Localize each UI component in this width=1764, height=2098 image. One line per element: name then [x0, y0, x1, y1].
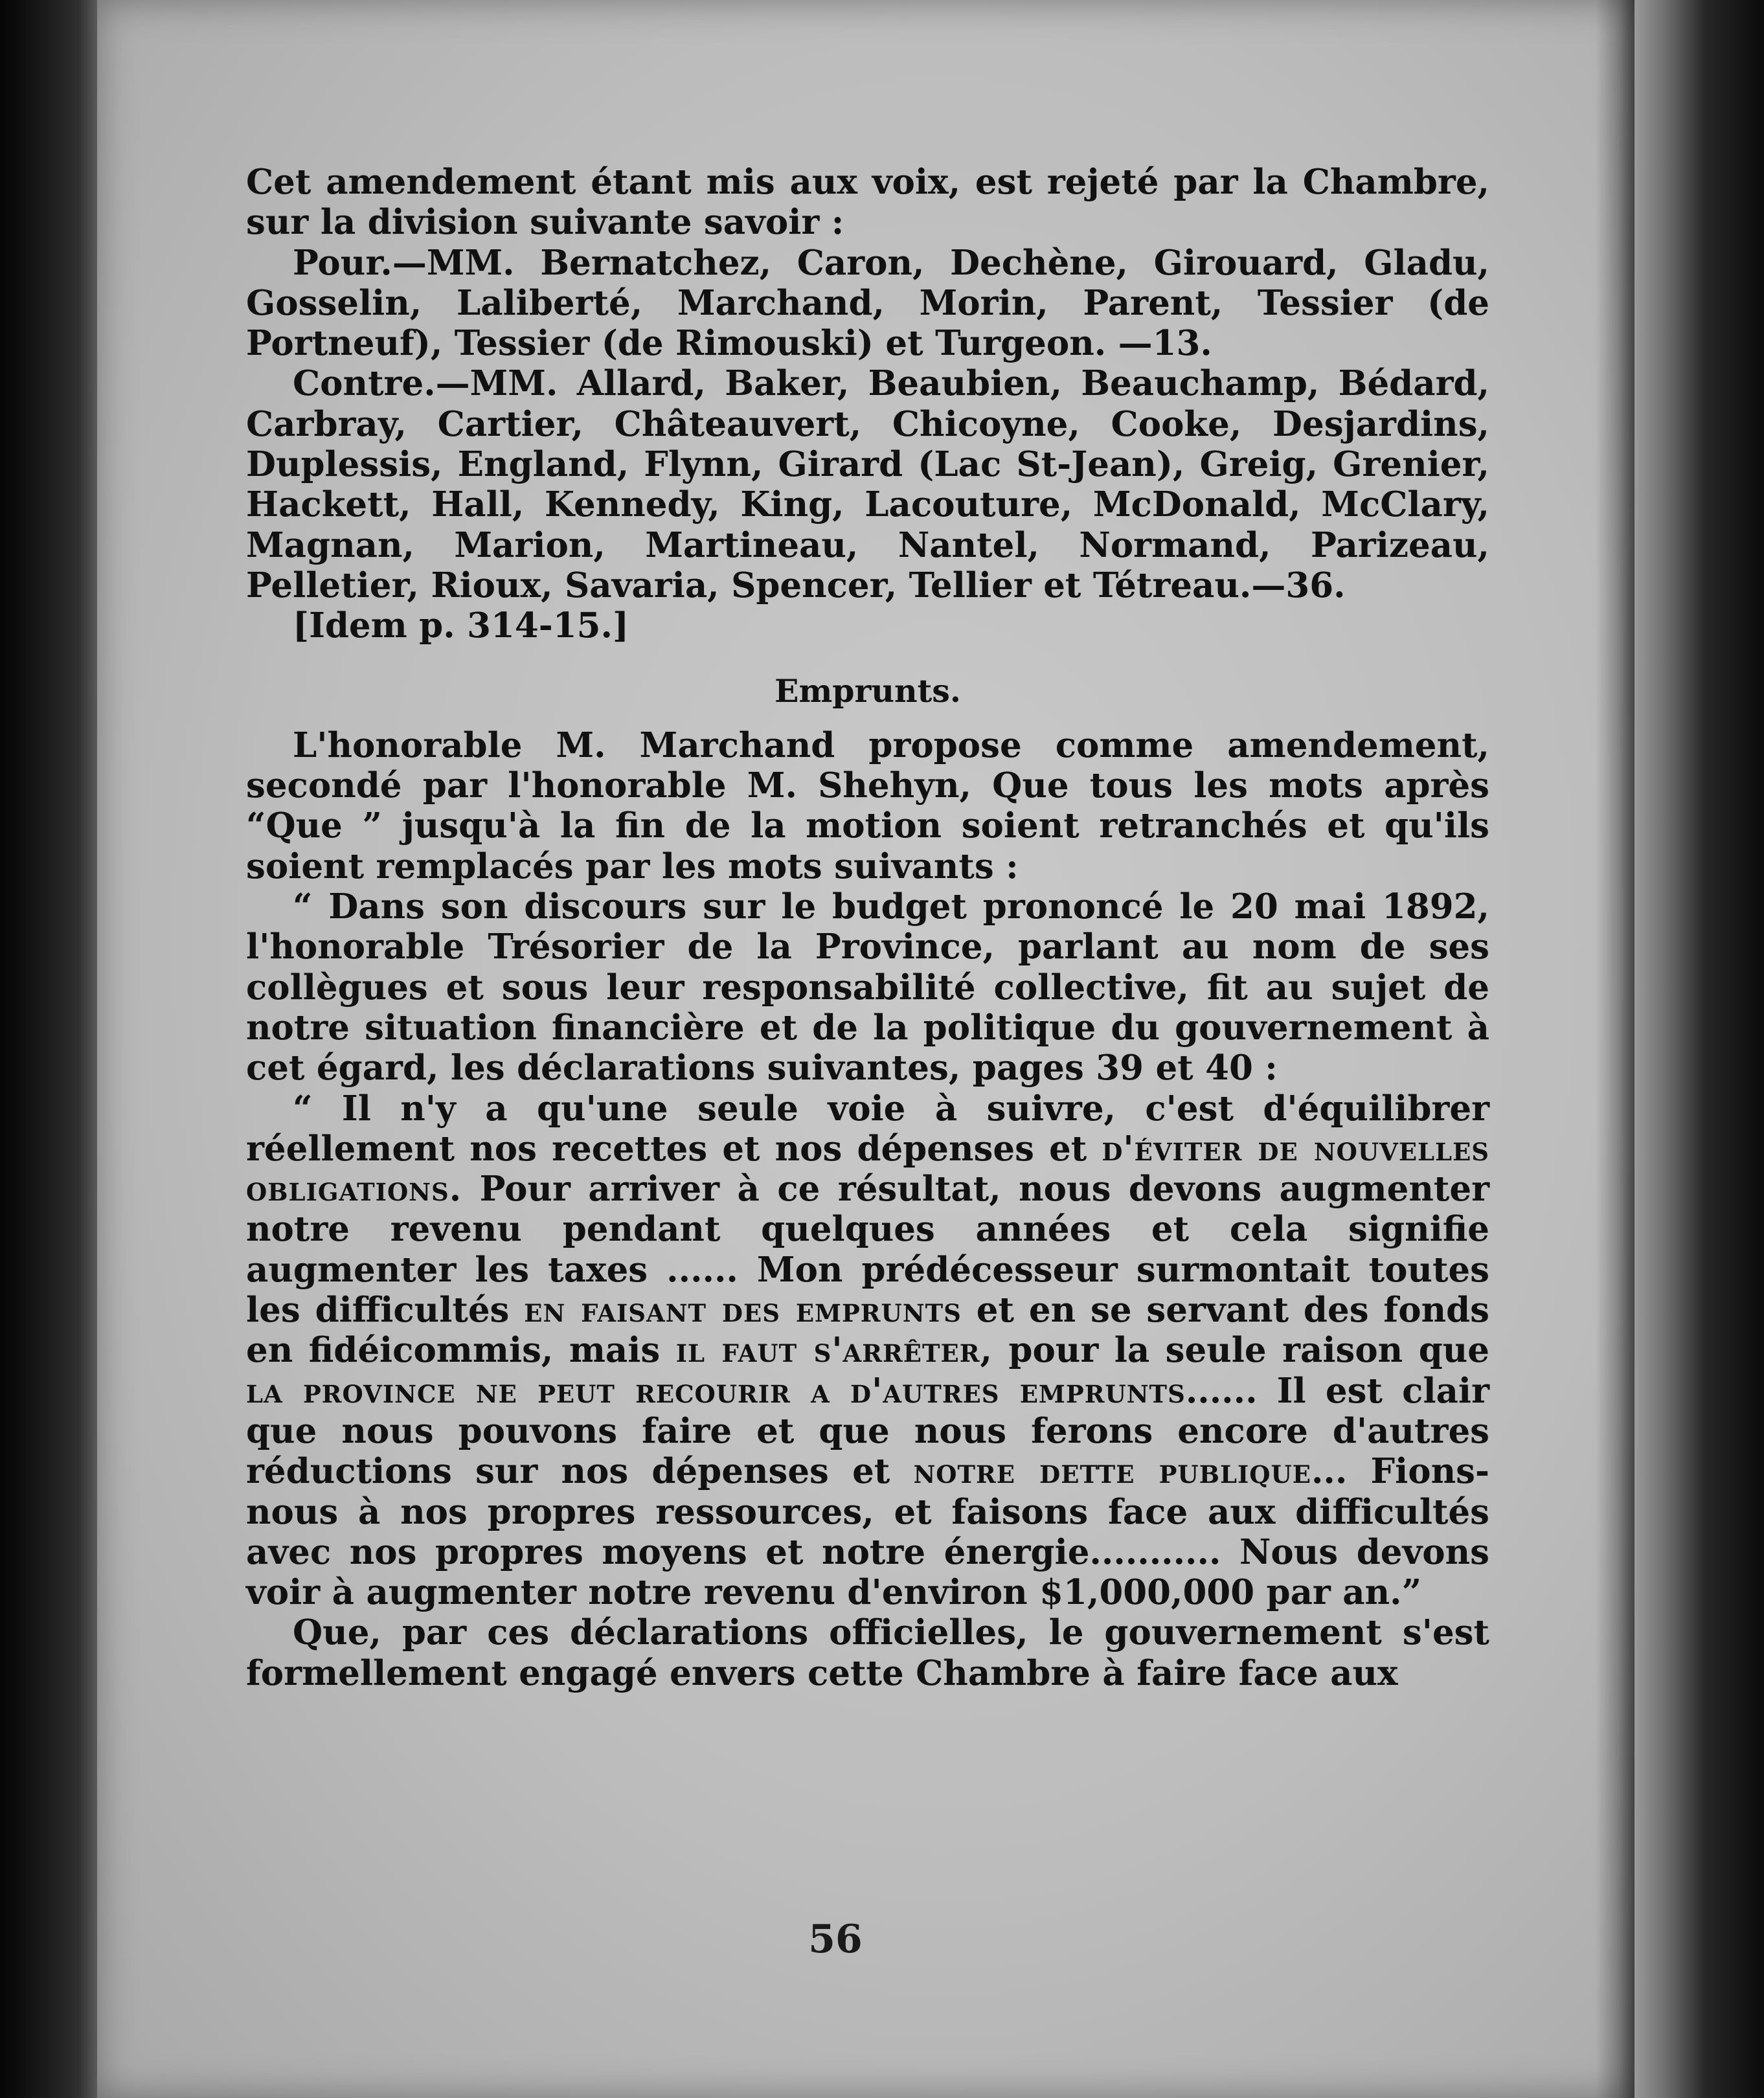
- quote-emphasis-5: notre dette publique: [913, 1451, 1311, 1492]
- quote-text-2: Pour arriver à ce résultat, nous devons augmenter notre revenu pendant quelques années et cela signifie augmenter les taxes ...... Mon prédécesseur surmontait toutes les difficultés: [246, 1169, 1489, 1331]
- scan-border-right: [1634, 0, 1764, 2098]
- treasurer-quote: [246, 1088, 1489, 1613]
- page-number: 56: [808, 1917, 863, 1962]
- vote-pour: Pour.—MM. Bernatchez, Caron, Dechène, Girouard, Gladu, Gosselin, Laliberté, Marchand, Morin, Parent, Tessier (de Portneuf), Tessier (de Rimouski) et Turgeon. —13.: [246, 242, 1489, 364]
- quote-text-3: et en se servant des fonds en fidéicommis, mais: [246, 1290, 1490, 1371]
- amendment-motion: L'honorable M. Marchand propose comme amendement, secondé par l'honorable M. Shehyn, Que tous les mots après “Que ” jusqu'à la fin de la motion soient retranchés et qu'ils soient remplacés par les mots suivants :: [246, 725, 1489, 886]
- quote-text-4: pour la seule raison que: [992, 1330, 1490, 1371]
- quote-emphasis-3: il faut s'arrêter,: [675, 1330, 993, 1371]
- quote-text-6: ... Fions-nous à nos propres ressources, et faisons face aux difficultés avec nos propres moyens et notre énergie........... Nous devons voir à augmenter notre revenu d'environ $1,000,000 par an.”: [246, 1451, 1490, 1613]
- quote-emphasis-2: en faisant des emprunts: [524, 1290, 962, 1331]
- vote-intro: Cet amendement étant mis aux voix, est rejeté par la Chambre, sur la division suivante savoir :: [246, 162, 1489, 243]
- section-heading: Emprunts.: [775, 671, 961, 710]
- conclusion: Que, par ces déclarations officielles, le gouvernement s'est formellement engagé envers cette Chambre à faire face aux: [246, 1612, 1489, 1693]
- vote-contre: Contre.—MM. Allard, Baker, Beaubien, Beauchamp, Bédard, Carbray, Cartier, Châteauvert, Chicoyne, Cooke, Desjardins, Duplessis, England, Flynn, Girard (Lac St-Jean), Greig, Grenier, Hackett, Hall, Kennedy, King, Lacouture, McDonald, McClary, Magnan, Marion, Martineau, Nantel, Normand, Parizeau, Pelletier, Rioux, Savaria, Spencer, Tellier et Tétreau.—36.: [246, 363, 1489, 605]
- vote-reference: [Idem p. 314-15.]: [293, 605, 629, 646]
- quote-emphasis-4: la province ne peut recourir a d'autres emprunts: [246, 1370, 1186, 1411]
- page-text: [246, 162, 1489, 1693]
- quote-text-5: ...... Il est clair que nous pouvons faire et que nous ferons encore d'autres réductions sur nos dépenses et: [246, 1370, 1489, 1492]
- page-fold-shadow: [1596, 0, 1634, 2098]
- quote-emphasis-1: d'éviter de nouvelles obligations.: [246, 1128, 1489, 1210]
- quote-intro: “ Dans son discours sur le budget prononcé le 20 mai 1892, l'honorable Trésorier de la Province, parlant au nom de ses collègues et sous leur responsabilité collective, fit au sujet de notre situation financière et de la politique du gouvernement à cet égard, les déclarations suivantes, pages 39 et 40 :: [246, 886, 1489, 1088]
- scan-border-left: [0, 0, 97, 2098]
- quote-text-1: “ Il n'y a qu'une seule voie à suivre, c'est d'équilibrer réellement nos recettes et nos dépenses et: [246, 1088, 1489, 1169]
